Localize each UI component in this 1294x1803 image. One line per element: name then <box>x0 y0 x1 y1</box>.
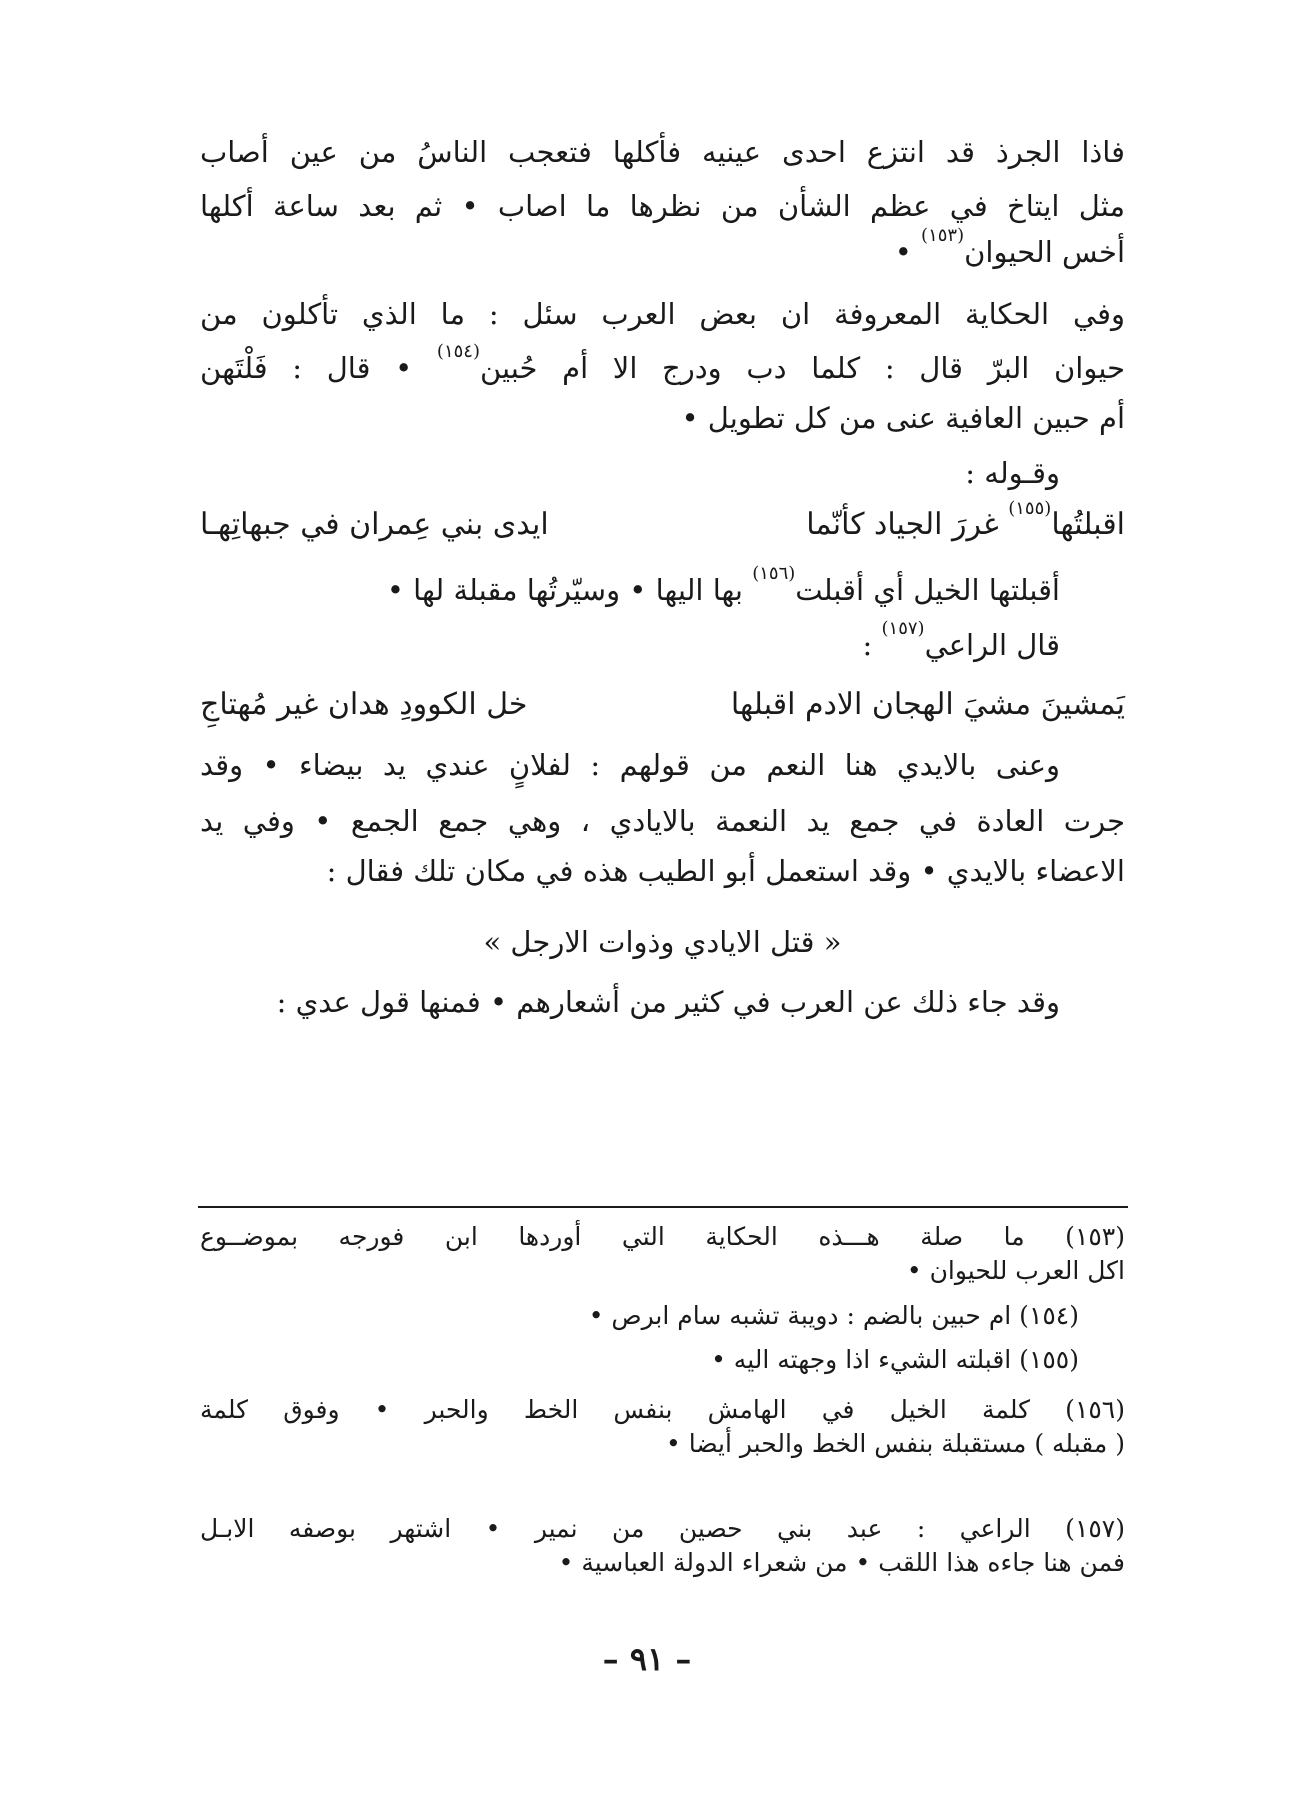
footnote-divider <box>198 1206 1128 1208</box>
text-segment: حيوان البرّ قال : كلما دب ودرج الا أم حُبين <box>479 351 1125 385</box>
footnote-157 <box>200 1512 1125 1580</box>
text-line <box>200 341 1125 385</box>
text-line <box>200 225 1125 269</box>
paragraph-4 <box>200 563 1125 607</box>
footnote-line: اكل العرب للحيوان • <box>906 1256 1125 1285</box>
paragraph-3 <box>200 456 1125 490</box>
footnote-line: فمن هنا جاءه هذا اللقب • من شعراء الدولة العباسية • <box>558 1548 1125 1577</box>
footnote-ref: (١٥٧) <box>881 618 925 639</box>
text-segment: بها اليها • وسيّرتُها مقبلة لها • <box>386 573 743 607</box>
text-line: أم حبين العافية عنى من كل تطويل • <box>681 401 1125 435</box>
text-line: جرت العادة في جمع يد النعمة بالايادي ، وهي جمع الجمع • وفي يد <box>200 804 1125 838</box>
verse-hemistich-2: ايدى بني عِمران في جبهاتِهـا <box>200 507 549 542</box>
text-segment: • قال : فَلْتَهن <box>200 351 413 385</box>
text-segment: : <box>862 628 873 662</box>
page-number: – ٩١ – <box>602 1640 692 1678</box>
footnote-line: (١٥٥) اقبلته الشيء اذا وجهته اليه • <box>711 1345 1079 1374</box>
text-line: وقـوله : <box>965 456 1060 490</box>
text-segment: أخس الحيوان <box>964 235 1125 269</box>
text-line <box>200 618 1125 662</box>
footnote-156 <box>200 1393 1125 1461</box>
verse-hemistich-1 <box>806 498 1125 542</box>
footnote-line: (١٥٤) ام حبين بالضم : دويبة تشبه سام ابرص • <box>588 1301 1079 1330</box>
text-line: مثل ايتاخ في عظم الشأن من نظرها ما اصاب • ثم بعد ساعة أكلها <box>200 189 1125 223</box>
verse-hemistich-1: يَمشينَ مشيَ الهجان الادم اقبلها <box>730 687 1125 722</box>
text-line <box>200 563 1125 607</box>
quote <box>200 925 1125 959</box>
footnote-line: (١٥٣) ما صلة هـــذه الحكاية التي أوردها ابن فورجه بموضــوع <box>200 1222 1125 1251</box>
footnote-line: ( مقبله ) مستقبلة بنفس الخط والحبر أيضا • <box>666 1429 1125 1458</box>
footnote-154 <box>200 1299 1125 1333</box>
text-segment: غررَ الجياد كأنّما <box>806 507 999 542</box>
footnote-155 <box>200 1343 1125 1377</box>
text-segment: قال الراعي <box>924 628 1060 662</box>
footnote-ref: (١٥٥) <box>1008 498 1052 519</box>
footnote-line: (١٥٦) كلمة الخيل في الهامش بنفس الخط والحبر • وفوق كلمة <box>200 1395 1125 1424</box>
text-line: فاذا الجرذ قد انتزع احدى عينيه فأكلها فتعجب الناسُ من عين أصاب <box>200 135 1125 169</box>
text-line: الاعضاء بالايدي • وقد استعمل أبو الطيب هذه في مكان تلك فقال : <box>326 854 1125 888</box>
paragraph-7 <box>200 985 1125 1019</box>
verse-hemistich-2: خل الكوودِ هدان غير مُهتاجِ <box>200 687 528 722</box>
text-segment: اقبلتُها <box>1051 507 1125 542</box>
footnote-ref: (١٥٤) <box>436 341 480 362</box>
text-segment: • <box>894 235 912 269</box>
footnote-ref: (١٥٣) <box>921 225 965 246</box>
text-line: وعنى بالايدي هنا النعم من قولهم : لفلانٍ عندي يد بيضاء • وقد <box>200 748 1060 782</box>
footnote-line: (١٥٧) الراعي : عبد بني حصين من نمير • اشتهر بوصفه الابـل <box>200 1514 1125 1543</box>
text-line: وقد جاء ذلك عن العرب في كثير من أشعارهم • فمنها قول عدي : <box>276 985 1060 1019</box>
paragraph-1 <box>200 135 1125 269</box>
text-segment: أقبلتها الخيل أي أقبلت <box>795 573 1060 607</box>
paragraph-5 <box>200 618 1125 662</box>
paragraph-6 <box>200 748 1125 888</box>
footnote-ref: (١٥٦) <box>752 563 796 584</box>
paragraph-2 <box>200 297 1125 435</box>
text-line: وفي الحكاية المعروفة ان بعض العرب سئل : ما الذي تأكلون من <box>200 297 1125 331</box>
footnote-153 <box>200 1220 1125 1288</box>
text-line: « قتل الايادي وذوات الارجل » <box>483 925 842 959</box>
